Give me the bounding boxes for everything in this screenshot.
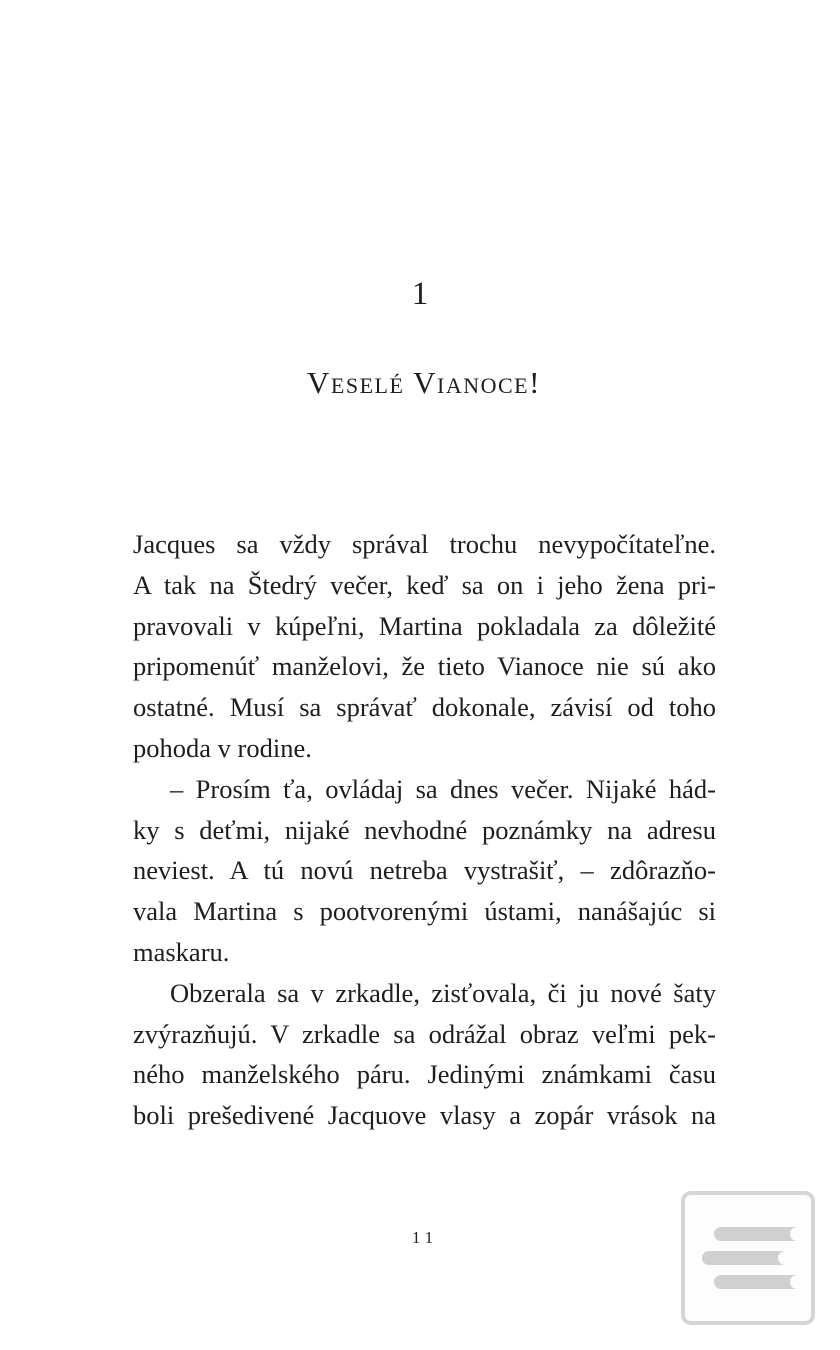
text-line: pohoda v rodine. (133, 732, 312, 763)
text-line: vala Martina s pootvorenými ústami, nanášajúc si (133, 896, 716, 927)
text-line: Jacques sa vždy správal trochu nevypočítateľne. (133, 529, 716, 559)
text-line: maskaru. (133, 936, 230, 967)
text-line: ného manželského páru. Jedinými známkami času (133, 1059, 716, 1090)
text-line: A tak na Štedrý večer, keď sa on i jeho žena pri- (133, 569, 716, 600)
text-line: neviest. A tú novú netreba vystrašiť, – zdôrazňo- (133, 855, 716, 886)
body-text (133, 524, 716, 1136)
text-line: pripomenúť manželovi, že tieto Vianoce nie sú ako (133, 651, 716, 682)
text-line: Obzerala sa v zrkadle, zisťovala, či ju nové šaty (170, 977, 716, 1008)
books-icon (685, 1195, 811, 1321)
chapter-number: 1 (411, 276, 429, 312)
text-line: pravovali v kúpeľni, Martina pokladala za dôležité (133, 610, 716, 641)
text-line: zvýrazňujú. V zrkadle sa odrážal obraz veľmi pek- (133, 1018, 716, 1049)
text-line: ky s deťmi, nijaké nevhodné poznámky na adresu (133, 814, 716, 845)
watermark-logo (681, 1191, 815, 1325)
text-line: boli prešedivené Jacquove vlasy a zopár vrások na (133, 1100, 716, 1131)
text-line: ostatné. Musí sa správať dokonale, závisí od toho (133, 692, 716, 723)
text-line: – Prosím ťa, ovládaj sa dnes večer. Nijaké hád- (170, 773, 716, 804)
page-number: 11 (411, 1228, 439, 1247)
chapter-title: Veselé Vianoce! (307, 365, 541, 400)
